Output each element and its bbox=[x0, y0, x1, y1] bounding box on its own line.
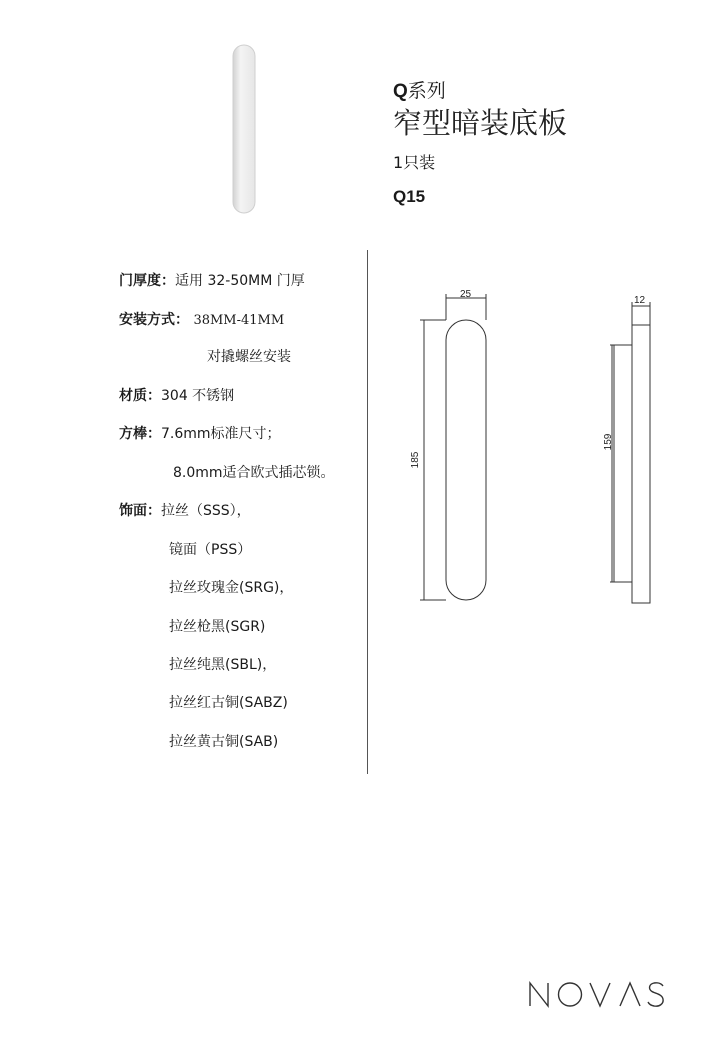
spec-install: 安装方式： 38MM-41MM bbox=[119, 312, 285, 328]
spec-door-thickness: 门厚度：适用 32-50MM 门厚 bbox=[119, 273, 305, 289]
technical-drawing bbox=[400, 280, 700, 620]
finish-item: 拉丝玫瑰金(SRG)， bbox=[169, 580, 294, 596]
side-depth-label: 12 bbox=[634, 295, 646, 306]
side-view bbox=[610, 302, 650, 603]
spec-finish: 饰面：拉丝（SSS）， bbox=[119, 503, 251, 519]
front-width-label: 25 bbox=[460, 289, 472, 300]
product-photo bbox=[232, 44, 256, 214]
finish-item: 拉丝枪黑(SGR) bbox=[169, 619, 266, 635]
finish-item: 拉丝红古铜(SABZ) bbox=[169, 695, 288, 711]
finish-item: 拉丝黄古铜(SAB) bbox=[169, 734, 279, 750]
finish-item: 拉丝纯黑(SBL)， bbox=[169, 657, 277, 673]
finish-item: 镜面（PSS） bbox=[169, 542, 252, 558]
brand-logo bbox=[528, 980, 668, 1010]
series-title: Q系列 bbox=[393, 80, 446, 102]
column-divider bbox=[367, 250, 368, 774]
front-height-label: 185 bbox=[410, 451, 421, 469]
spec-spindle-line2: 8.0mm适合欧式插芯锁。 bbox=[173, 465, 335, 481]
spec-material: 材质：304 不锈钢 bbox=[119, 388, 235, 404]
model-number: Q15 bbox=[393, 187, 426, 206]
spec-spindle: 方棒：7.6mm标准尺寸； bbox=[119, 426, 281, 442]
side-height-label: 159 bbox=[603, 433, 614, 451]
spec-install-line2: 对撬螺丝安装 bbox=[207, 349, 291, 365]
product-title: 窄型暗装底板 bbox=[393, 106, 568, 140]
package-label: 1只装 bbox=[393, 153, 436, 172]
front-view bbox=[420, 294, 486, 600]
